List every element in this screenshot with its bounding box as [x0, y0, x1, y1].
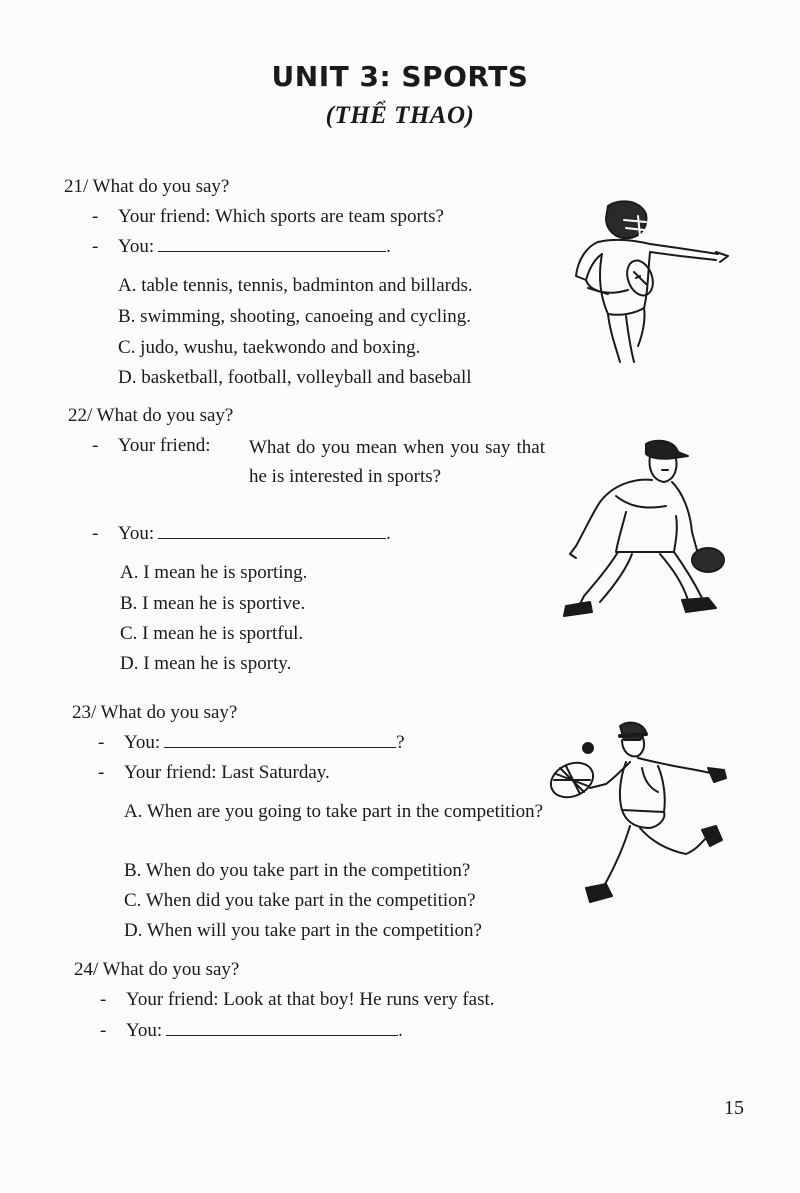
- baseball-player-icon: [556, 436, 736, 626]
- answer-blank-22[interactable]: [158, 524, 386, 539]
- question-24-friend-line: - Your friend: Look at that boy! He runs very fast.: [100, 989, 495, 1010]
- question-23-end-mark: ?: [396, 732, 405, 753]
- question-24-heading: 24/ What do you say?: [74, 959, 240, 980]
- question-24-friend-text: Your friend: Look at that boy! He runs very fast.: [126, 989, 495, 1010]
- question-22-you-line: - You: .: [92, 523, 391, 544]
- question-21-friend-text: Your friend: Which sports are team sports?: [118, 206, 444, 227]
- question-23-you-label: You:: [124, 732, 161, 753]
- answer-blank-21[interactable]: [158, 237, 386, 252]
- question-24-you-line: - You: .: [100, 1020, 403, 1041]
- question-23-heading: 23/ What do you say?: [72, 702, 238, 723]
- question-22-friend-label: Your friend:: [118, 435, 211, 456]
- question-22-friend-line: - Your friend:: [92, 435, 211, 456]
- question-22-option-c[interactable]: C. I mean he is sportful.: [120, 623, 304, 644]
- football-player-icon: [568, 196, 738, 366]
- question-22-you-label: You:: [118, 523, 155, 544]
- tennis-player-icon: [546, 718, 736, 916]
- question-21-option-b[interactable]: B. swimming, shooting, canoeing and cycling.: [118, 306, 472, 327]
- question-21-option-c[interactable]: C. judo, wushu, taekwondo and boxing.: [118, 337, 421, 358]
- question-21-you-label: You:: [118, 236, 155, 257]
- question-23-friend-line: - Your friend: Last Saturday.: [98, 762, 330, 783]
- answer-blank-23[interactable]: [164, 733, 396, 748]
- question-23-option-b[interactable]: B. When do you take part in the competition?: [124, 860, 471, 881]
- page-number: 15: [724, 1097, 744, 1119]
- question-22-friend-text: What do you mean when you say that he is interested in sports?: [249, 437, 545, 487]
- question-22-option-a[interactable]: A. I mean he is sporting.: [120, 562, 308, 583]
- question-24-end-mark: .: [398, 1020, 403, 1041]
- question-23-option-c[interactable]: C. When did you take part in the competition?: [124, 890, 476, 911]
- question-21-option-a[interactable]: A. table tennis, tennis, badminton and billards.: [118, 275, 473, 296]
- question-21-heading: 21/ What do you say?: [64, 176, 230, 197]
- question-21-option-d[interactable]: D. basketball, football, volleyball and baseball: [118, 367, 472, 388]
- question-21-friend-line: - Your friend: Which sports are team sports?: [92, 206, 444, 227]
- question-22-end-mark: .: [386, 523, 391, 544]
- question-24-you-label: You:: [126, 1020, 163, 1041]
- question-23-friend-text: Your friend: Last Saturday.: [124, 762, 330, 783]
- question-23-option-a[interactable]: A. When are you going to take part in the competition?: [124, 801, 544, 822]
- question-21-you-line: - You: .: [92, 236, 391, 257]
- page-title: UNIT 3: SPORTS: [271, 60, 529, 93]
- question-22-option-d[interactable]: D. I mean he is sporty.: [120, 653, 292, 674]
- question-22-option-b[interactable]: B. I mean he is sportive.: [120, 593, 306, 614]
- page-subtitle: (THỂ THAO): [325, 102, 475, 129]
- question-23-you-line: - You: ?: [98, 732, 405, 753]
- answer-blank-24[interactable]: [166, 1021, 398, 1036]
- question-22-heading: 22/ What do you say?: [68, 405, 234, 426]
- question-23-option-d[interactable]: D. When will you take part in the competition?: [124, 920, 482, 941]
- question-21-end-mark: .: [386, 236, 391, 257]
